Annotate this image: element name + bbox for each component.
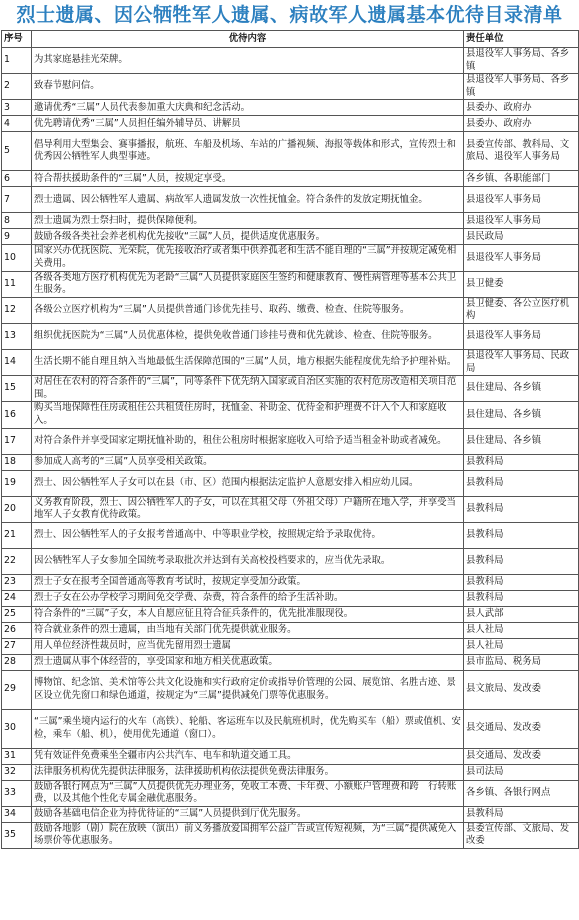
row-unit: 县卫健委、各公立医疗机构 <box>464 297 579 323</box>
row-content: 各级各类地方医疗机构优先为老龄“三属”人员提供家庭医生签约和健康教育、慢性病管理等基本公共卫生服务。 <box>32 271 464 297</box>
row-number: 2 <box>2 74 32 100</box>
row-number: 28 <box>2 654 32 670</box>
header-content: 优待内容 <box>32 31 464 48</box>
table-row <box>2 187 579 213</box>
row-number: 10 <box>2 245 32 271</box>
table-row <box>2 213 579 229</box>
table-row <box>2 574 579 590</box>
row-unit: 县退役军人事务局、各乡镇 <box>464 48 579 74</box>
table-row <box>2 428 579 454</box>
row-unit: 县教科局 <box>464 470 579 496</box>
table-row <box>2 74 579 100</box>
row-content: 邀请优秀“三属”人员代表参加重大庆典和纪念活动。 <box>32 100 464 116</box>
row-unit: 县委宣传部、教科局、文旅局、退役军人事务局 <box>464 132 579 171</box>
row-unit: 县委办、政府办 <box>464 116 579 132</box>
table-row <box>2 470 579 496</box>
row-content: 博物馆、纪念馆、美术馆等公共文化设施和实行政府定价或指导价管理的公园、展览馆、名胜古迹、景区设立优先窗口和绿色通道，按规定为“三属”提供减免门票等优惠服务。 <box>32 670 464 709</box>
row-number: 16 <box>2 402 32 428</box>
row-number: 33 <box>2 780 32 806</box>
row-number: 34 <box>2 806 32 822</box>
row-number: 27 <box>2 638 32 654</box>
table-row <box>2 171 579 187</box>
table-row <box>2 780 579 806</box>
table-row <box>2 654 579 670</box>
page-title: 烈士遗属、因公牺牲军人遗属、病故军人遗属基本优待目录清单 <box>16 4 563 26</box>
row-content: “三属”乘坐境内运行的火车（高铁）、轮船、客运班车以及民航班机时，优先购买车（船）票或值机、安检，乘车（船、机），使用优先通道（窗口）。 <box>32 709 464 748</box>
table-row <box>2 116 579 132</box>
row-number: 35 <box>2 822 32 848</box>
row-unit: 县教科局 <box>464 496 579 522</box>
row-content: 致春节慰问信。 <box>32 74 464 100</box>
row-unit: 县退役军人事务局 <box>464 323 579 349</box>
row-number: 29 <box>2 670 32 709</box>
row-content: 烈士遗属为烈士祭扫时，提供保障便利。 <box>32 213 464 229</box>
row-unit: 县住建局、各乡镇 <box>464 402 579 428</box>
row-number: 19 <box>2 470 32 496</box>
row-number: 3 <box>2 100 32 116</box>
table-row <box>2 548 579 574</box>
row-content: 倡导利用大型集会、赛事播报，航班、车船及机场、车站的广播视频、海报等载体和形式，宣传烈士和优秀因公牺牲军人典型事迹。 <box>32 132 464 171</box>
row-content: 义务教育阶段，烈士、因公牺牲军人的子女，可以在其祖父母（外祖父母）户籍所在地入学，并享受当地军人子女教育优待政策。 <box>32 496 464 522</box>
row-unit: 县教科局 <box>464 590 579 606</box>
row-number: 11 <box>2 271 32 297</box>
row-content: 烈士、因公牺牲军人的子女报考普通高中、中等职业学校，按照规定给予录取优待。 <box>32 522 464 548</box>
row-content: 为其家庭悬挂光荣牌。 <box>32 48 464 74</box>
table-row <box>2 349 579 375</box>
row-content: 鼓励各级各类社会养老机构优先接收“三属”人员，提供适度优惠服务。 <box>32 229 464 245</box>
table-row <box>2 245 579 271</box>
table-row <box>2 764 579 780</box>
row-content: 优先聘请优秀“三属”人员担任编外辅导员、讲解员 <box>32 116 464 132</box>
row-unit: 县司法局 <box>464 764 579 780</box>
row-number: 32 <box>2 764 32 780</box>
row-unit: 县教科局 <box>464 548 579 574</box>
table-row <box>2 709 579 748</box>
row-unit: 县退役军人事务局、各乡镇 <box>464 74 579 100</box>
row-number: 31 <box>2 748 32 764</box>
row-number: 18 <box>2 454 32 470</box>
table-row <box>2 376 579 402</box>
row-unit: 县退役军人事务局 <box>464 213 579 229</box>
table-row <box>2 323 579 349</box>
row-unit: 县教科局 <box>464 454 579 470</box>
row-unit: 各乡镇、各职能部门 <box>464 171 579 187</box>
row-number: 23 <box>2 574 32 590</box>
table-header-row <box>2 31 579 48</box>
row-number: 20 <box>2 496 32 522</box>
row-unit: 县教科局 <box>464 522 579 548</box>
row-unit: 县交通局、发改委 <box>464 748 579 764</box>
row-number: 6 <box>2 171 32 187</box>
benefits-table <box>1 30 579 849</box>
row-number: 30 <box>2 709 32 748</box>
row-content: 烈士子女在报考全国普通高等教育考试时，按规定享受加分政策。 <box>32 574 464 590</box>
row-content: 符合条件的“三属”子女，本人自愿应征且符合征兵条件的，优先批准服现役。 <box>32 606 464 622</box>
row-number: 9 <box>2 229 32 245</box>
row-number: 21 <box>2 522 32 548</box>
table-row <box>2 622 579 638</box>
table-row <box>2 132 579 171</box>
table-row <box>2 496 579 522</box>
row-number: 8 <box>2 213 32 229</box>
row-unit: 县民政局 <box>464 229 579 245</box>
row-content: 参加成人高考的“三属”人员享受相关政策。 <box>32 454 464 470</box>
row-unit: 县人社局 <box>464 622 579 638</box>
table-row <box>2 271 579 297</box>
row-content: 鼓励各地影（剧）院在放映（演出）前义务播放爱国拥军公益广告或宣传短视频，为“三属”提供减免入场票价等优惠服务。 <box>32 822 464 848</box>
row-number: 26 <box>2 622 32 638</box>
row-unit: 县市监局、税务局 <box>464 654 579 670</box>
row-number: 25 <box>2 606 32 622</box>
row-number: 24 <box>2 590 32 606</box>
row-unit: 县文旅局、发改委 <box>464 670 579 709</box>
row-number: 1 <box>2 48 32 74</box>
table-row <box>2 229 579 245</box>
row-content: 烈士遗属从事个体经营的，享受国家和地方相关优惠政策。 <box>32 654 464 670</box>
table-row <box>2 638 579 654</box>
row-content: 烈士、因公牺牲军人子女可以在县（市、区）范围内根据法定监护人意愿安排入相应幼儿园。 <box>32 470 464 496</box>
row-unit: 县教科局 <box>464 574 579 590</box>
row-number: 13 <box>2 323 32 349</box>
table-body <box>2 48 579 849</box>
row-unit: 各乡镇、各银行网点 <box>464 780 579 806</box>
row-content: 国家兴办优抚医院、光荣院，优先接收治疗或者集中供养孤老和生活不能自理的“三属”并按规定减免相关费用。 <box>32 245 464 271</box>
table-row <box>2 454 579 470</box>
row-unit: 县人社局 <box>464 638 579 654</box>
row-content: 生活长期不能自理且纳入当地最低生活保障范围的“三属”人员，地方根据失能程度优先给予护理补贴。 <box>32 349 464 375</box>
row-content: 法律服务机构优先提供法律服务，法律援助机构依法提供免费法律服务。 <box>32 764 464 780</box>
table-row <box>2 100 579 116</box>
table-row <box>2 748 579 764</box>
table-row <box>2 606 579 622</box>
row-content: 鼓励各基础电信企业为持优待证的“三属”人员提供到厅优先服务。 <box>32 806 464 822</box>
row-number: 14 <box>2 349 32 375</box>
row-content: 对居住在农村的符合条件的“三属”，同等条件下优先纳入国家或自治区实施的农村危房改造相关项目范围。 <box>32 376 464 402</box>
row-number: 5 <box>2 132 32 171</box>
row-number: 12 <box>2 297 32 323</box>
row-unit: 县退役军人事务局、民政局 <box>464 349 579 375</box>
row-unit: 县委办、政府办 <box>464 100 579 116</box>
row-unit: 县交通局、发改委 <box>464 709 579 748</box>
table-row <box>2 402 579 428</box>
row-number: 17 <box>2 428 32 454</box>
table-row <box>2 48 579 74</box>
table-row <box>2 522 579 548</box>
row-content: 用人单位经济性裁员时，应当优先留用烈士遗属 <box>32 638 464 654</box>
row-number: 15 <box>2 376 32 402</box>
row-unit: 县住建局、各乡镇 <box>464 428 579 454</box>
row-unit: 县教科局 <box>464 806 579 822</box>
table-row <box>2 297 579 323</box>
row-number: 22 <box>2 548 32 574</box>
row-unit: 县退役军人事务局 <box>464 187 579 213</box>
header-no: 序号 <box>2 31 32 48</box>
row-content: 组织优抚医院为“三属”人员优惠体检，提供免收普通门诊挂号费和优先就诊、检查、住院等服务。 <box>32 323 464 349</box>
table-row <box>2 806 579 822</box>
row-unit: 县退役军人事务局 <box>464 245 579 271</box>
row-content: 鼓励各银行网点为“三属”人员提供优先办理业务，免收工本费、卡年费、小额账户管理费和跨 行转账费，以及其他个性化专属金融优惠服务。 <box>32 780 464 806</box>
row-content: 因公牺牲军人子女参加全国统考录取批次并达到有关高校投档要求的，应当优先录取。 <box>32 548 464 574</box>
table-row <box>2 590 579 606</box>
row-content: 符合帮扶援助条件的“三属”人员，按规定享受。 <box>32 171 464 187</box>
row-content: 购买当地保障性住房或租住公共租赁住房时，抚恤金、补助金、优待金和护理费不计入个人和家庭收入。 <box>32 402 464 428</box>
row-content: 烈士子女在公办学校学习期间免交学费、杂费，符合条件的给予生活补助。 <box>32 590 464 606</box>
row-unit: 县卫健委 <box>464 271 579 297</box>
header-unit: 责任单位 <box>464 31 579 48</box>
row-unit: 县住建局、各乡镇 <box>464 376 579 402</box>
row-number: 7 <box>2 187 32 213</box>
row-content: 符合就业条件的烈士遗属，由当地有关部门优先提供就业服务。 <box>32 622 464 638</box>
row-number: 4 <box>2 116 32 132</box>
row-content: 凭有效证件免费乘坐全疆市内公共汽车、电车和轨道交通工具。 <box>32 748 464 764</box>
row-unit: 县委宣传部、文旅局、发改委 <box>464 822 579 848</box>
row-content: 各级公立医疗机构为“三属”人员提供普通门诊优先挂号、取药、缴费、检查、住院等服务。 <box>32 297 464 323</box>
table-row <box>2 670 579 709</box>
row-content: 烈士遗属、因公牺牲军人遗属、病故军人遗属发放一次性抚恤金。符合条件的发放定期抚恤金。 <box>32 187 464 213</box>
row-content: 对符合条件并享受国家定期抚恤补助的，租住公租房时根据家庭收入可给予适当租金补助或者减免。 <box>32 428 464 454</box>
row-unit: 县人武部 <box>464 606 579 622</box>
table-row <box>2 822 579 848</box>
